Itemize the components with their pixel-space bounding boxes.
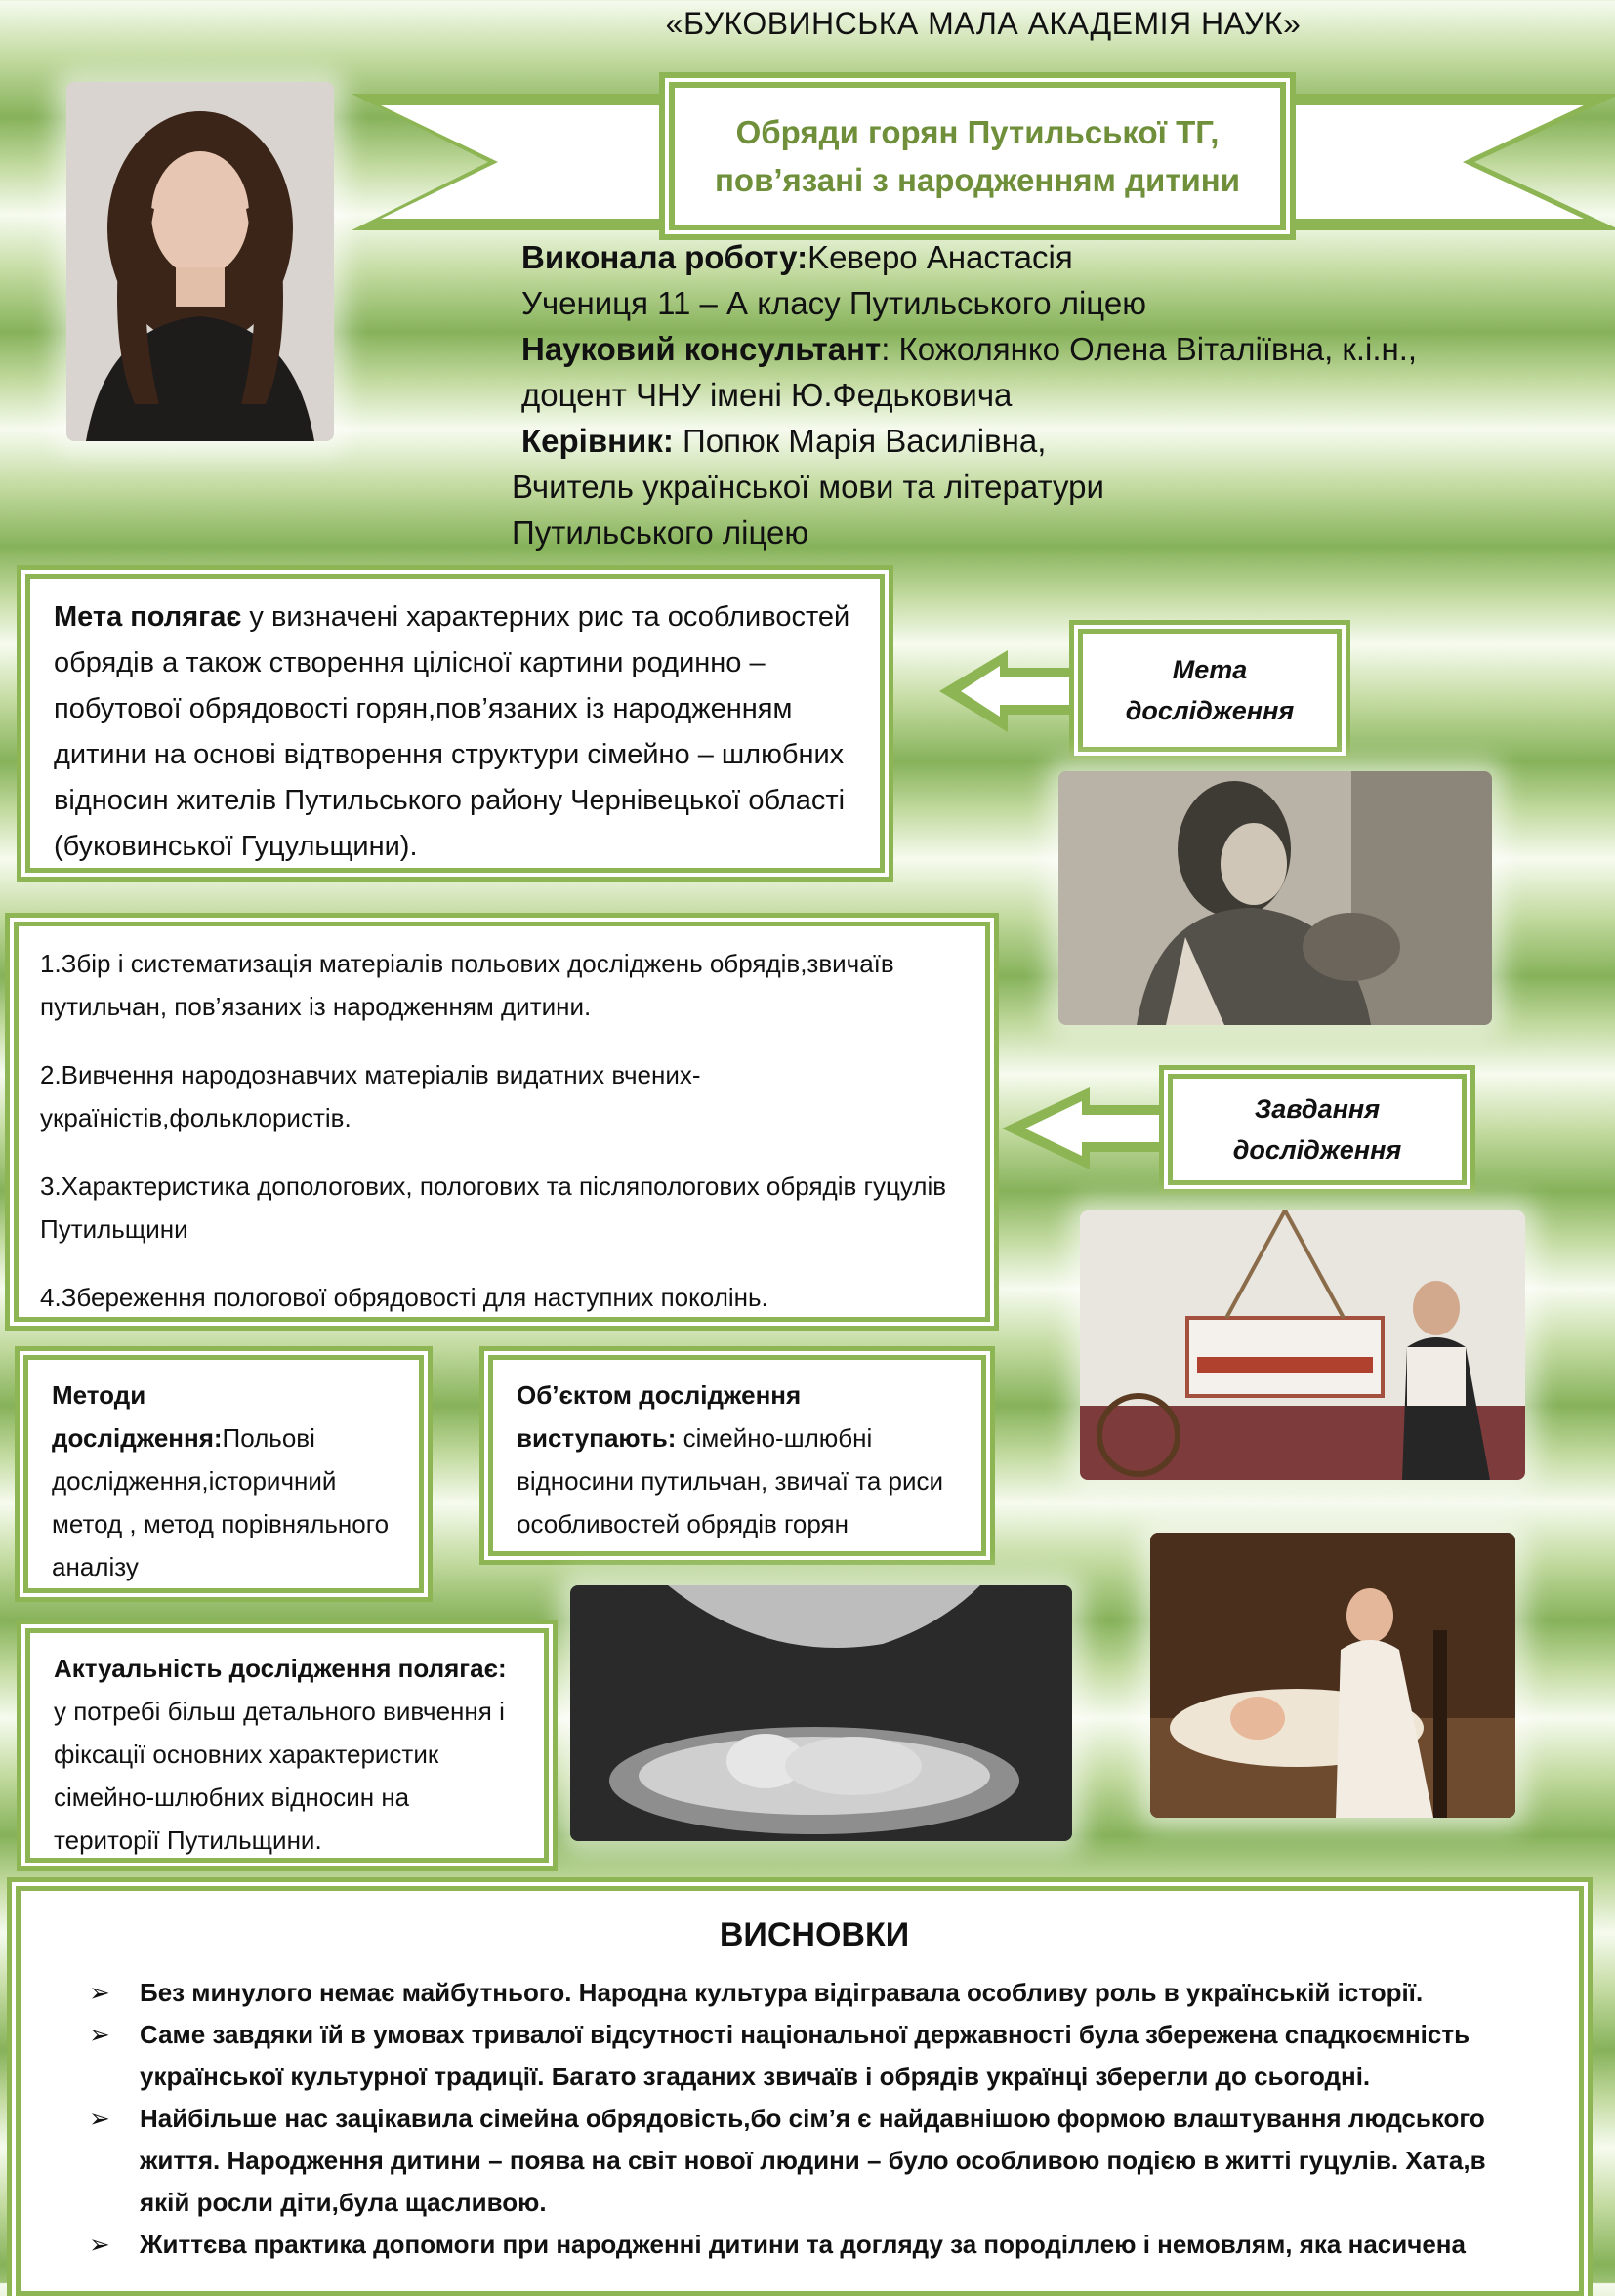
- bullet-arrow-icon: ➢: [89, 2020, 110, 2049]
- actuality-lead: Актуальність дослідження полягає:: [54, 1654, 507, 1683]
- object-box: [488, 1355, 986, 1556]
- supervisor-label: Керівник:: [521, 423, 674, 459]
- conclusions-box: [16, 1886, 1584, 2296]
- task-item-3: 3.Характеристика допологових, пологових та післяпологових обрядів гуцулів Путильщини: [40, 1171, 947, 1244]
- organization-name: «БУКОВИНСЬКА МАЛА АКАДЕМІЯ НАУК»: [665, 6, 1302, 41]
- goal-label: [1078, 629, 1342, 752]
- consultant-value: : Кожолянко Олена Віталіївна, к.і.н.,: [881, 331, 1418, 367]
- author-info: [512, 234, 1417, 555]
- goal-box: [25, 574, 885, 873]
- tasks-label: [1168, 1074, 1467, 1185]
- title-line-1: Обряди горян Путильської ТГ,: [735, 113, 1220, 150]
- goal-label-line-2: дослідження: [1125, 696, 1295, 725]
- title-line-2: пов’язані з народженням дитини: [715, 162, 1240, 198]
- methods-text: Польові дослідження,історичний метод , метод порівняльного аналізу: [52, 1423, 390, 1581]
- poster-title: [669, 82, 1286, 230]
- arrow-left-icon: [939, 650, 1096, 732]
- task-item-1: 1.Збір і систематизація матеріалів польових досліджень обрядів,звичаїв путильчан, пов’язаних із народженням дитини.: [40, 949, 894, 1021]
- performed-value: Keверо Анастасія: [808, 239, 1073, 275]
- list-item: [89, 2224, 1540, 2266]
- conclusion-text-4: Життєва практика допомоги при народженні дитини та догляду за породіллею і немовлям, яка насичена: [140, 2230, 1466, 2259]
- tasks-label-line-1: Завдання: [1254, 1094, 1381, 1124]
- performed-label: Виконала роботу:: [521, 239, 808, 275]
- goal-lead: Мета полягає: [54, 601, 242, 633]
- methods-box: [23, 1355, 424, 1593]
- photo-mother-painting: [1150, 1533, 1515, 1818]
- list-item: [89, 2014, 1540, 2098]
- object-lead: Об’єктом дослідження виступають:: [517, 1380, 802, 1453]
- student-info: Учениця 11 – А класу Путильського ліцею: [521, 285, 1146, 321]
- list-item: [89, 1972, 1540, 2014]
- supervisor-position-1: Вчитель української мови та літератури: [512, 469, 1104, 505]
- conclusions-title: ВИСНОВКИ: [719, 1916, 910, 1953]
- object-text: сімейно-шлюбні відносини путильчан, звичаї та риси особливостей обрядів горян: [517, 1423, 944, 1538]
- actuality-text: у потребі більш детального вивчення і фіксації основних характеристик сімейно-шлюбних відносин на території Путильщини.: [54, 1697, 505, 1855]
- conclusion-text-1: Без минулого немає майбутнього. Народна культура відігравала особливу роль в українській історії.: [140, 1978, 1424, 2007]
- supervisor-position-2: Путильського ліцею: [512, 514, 809, 551]
- goal-text: у визначені характерних рис та особливостей обрядів а також створення цілісної картини родинно – побутової обрядовості горян,пов’язаних із народженням дитини на основі відтворення структури сімейно – шлюбних відносин жителів Путильського району Чернівецької області (буковинської Гуцульщини).: [54, 601, 850, 862]
- supervisor-value: Попюк Марія Василівна,: [673, 423, 1047, 459]
- photo-bathing-baby: [570, 1585, 1072, 1841]
- conclusion-text-2: Саме завдяки їй в умовах тривалої відсутності національної державності була збережена спадкоємність української культурної традиції. Багато згаданих звичаїв і обрядів українці зберегли до сьогодні.: [140, 2020, 1470, 2091]
- actuality-box: [25, 1628, 549, 1863]
- task-item-2: 2.Вивчення народознавчих матеріалів видатних вчених-українiстів,фольклористів.: [40, 1060, 701, 1132]
- conclusions-list: [89, 1972, 1540, 2266]
- photo-cradle-interior: [1080, 1210, 1525, 1480]
- bullet-arrow-icon: ➢: [89, 2104, 110, 2133]
- methods-lead: Методи дослідження:: [52, 1380, 223, 1453]
- goal-label-line-1: Мета: [1172, 655, 1248, 684]
- consultant-position: доцент ЧНУ імені Ю.Федьковича: [521, 377, 1013, 413]
- bullet-arrow-icon: ➢: [89, 2230, 110, 2259]
- tasks-label-line-2: дослідження: [1232, 1135, 1402, 1165]
- task-item-4: 4.Збереження пологової обрядовості для наступних поколінь.: [40, 1283, 768, 1312]
- consultant-label: Науковий консультант: [521, 331, 882, 367]
- author-portrait: [66, 82, 334, 441]
- bullet-arrow-icon: ➢: [89, 1978, 110, 2007]
- list-item: [89, 2098, 1540, 2224]
- conclusion-text-3: Найбільше нас зацікавила сімейна обрядовість,бо сім’я є найдавнішою формою влаштування людського життя. Народження дитини – поява на світ нової людини – було особливою подією в житті гуцулів. Хата,в якій росли діти,була щасливою.: [140, 2104, 1486, 2217]
- photo-mother-with-baby: [1058, 771, 1492, 1025]
- tasks-box: [14, 922, 990, 1322]
